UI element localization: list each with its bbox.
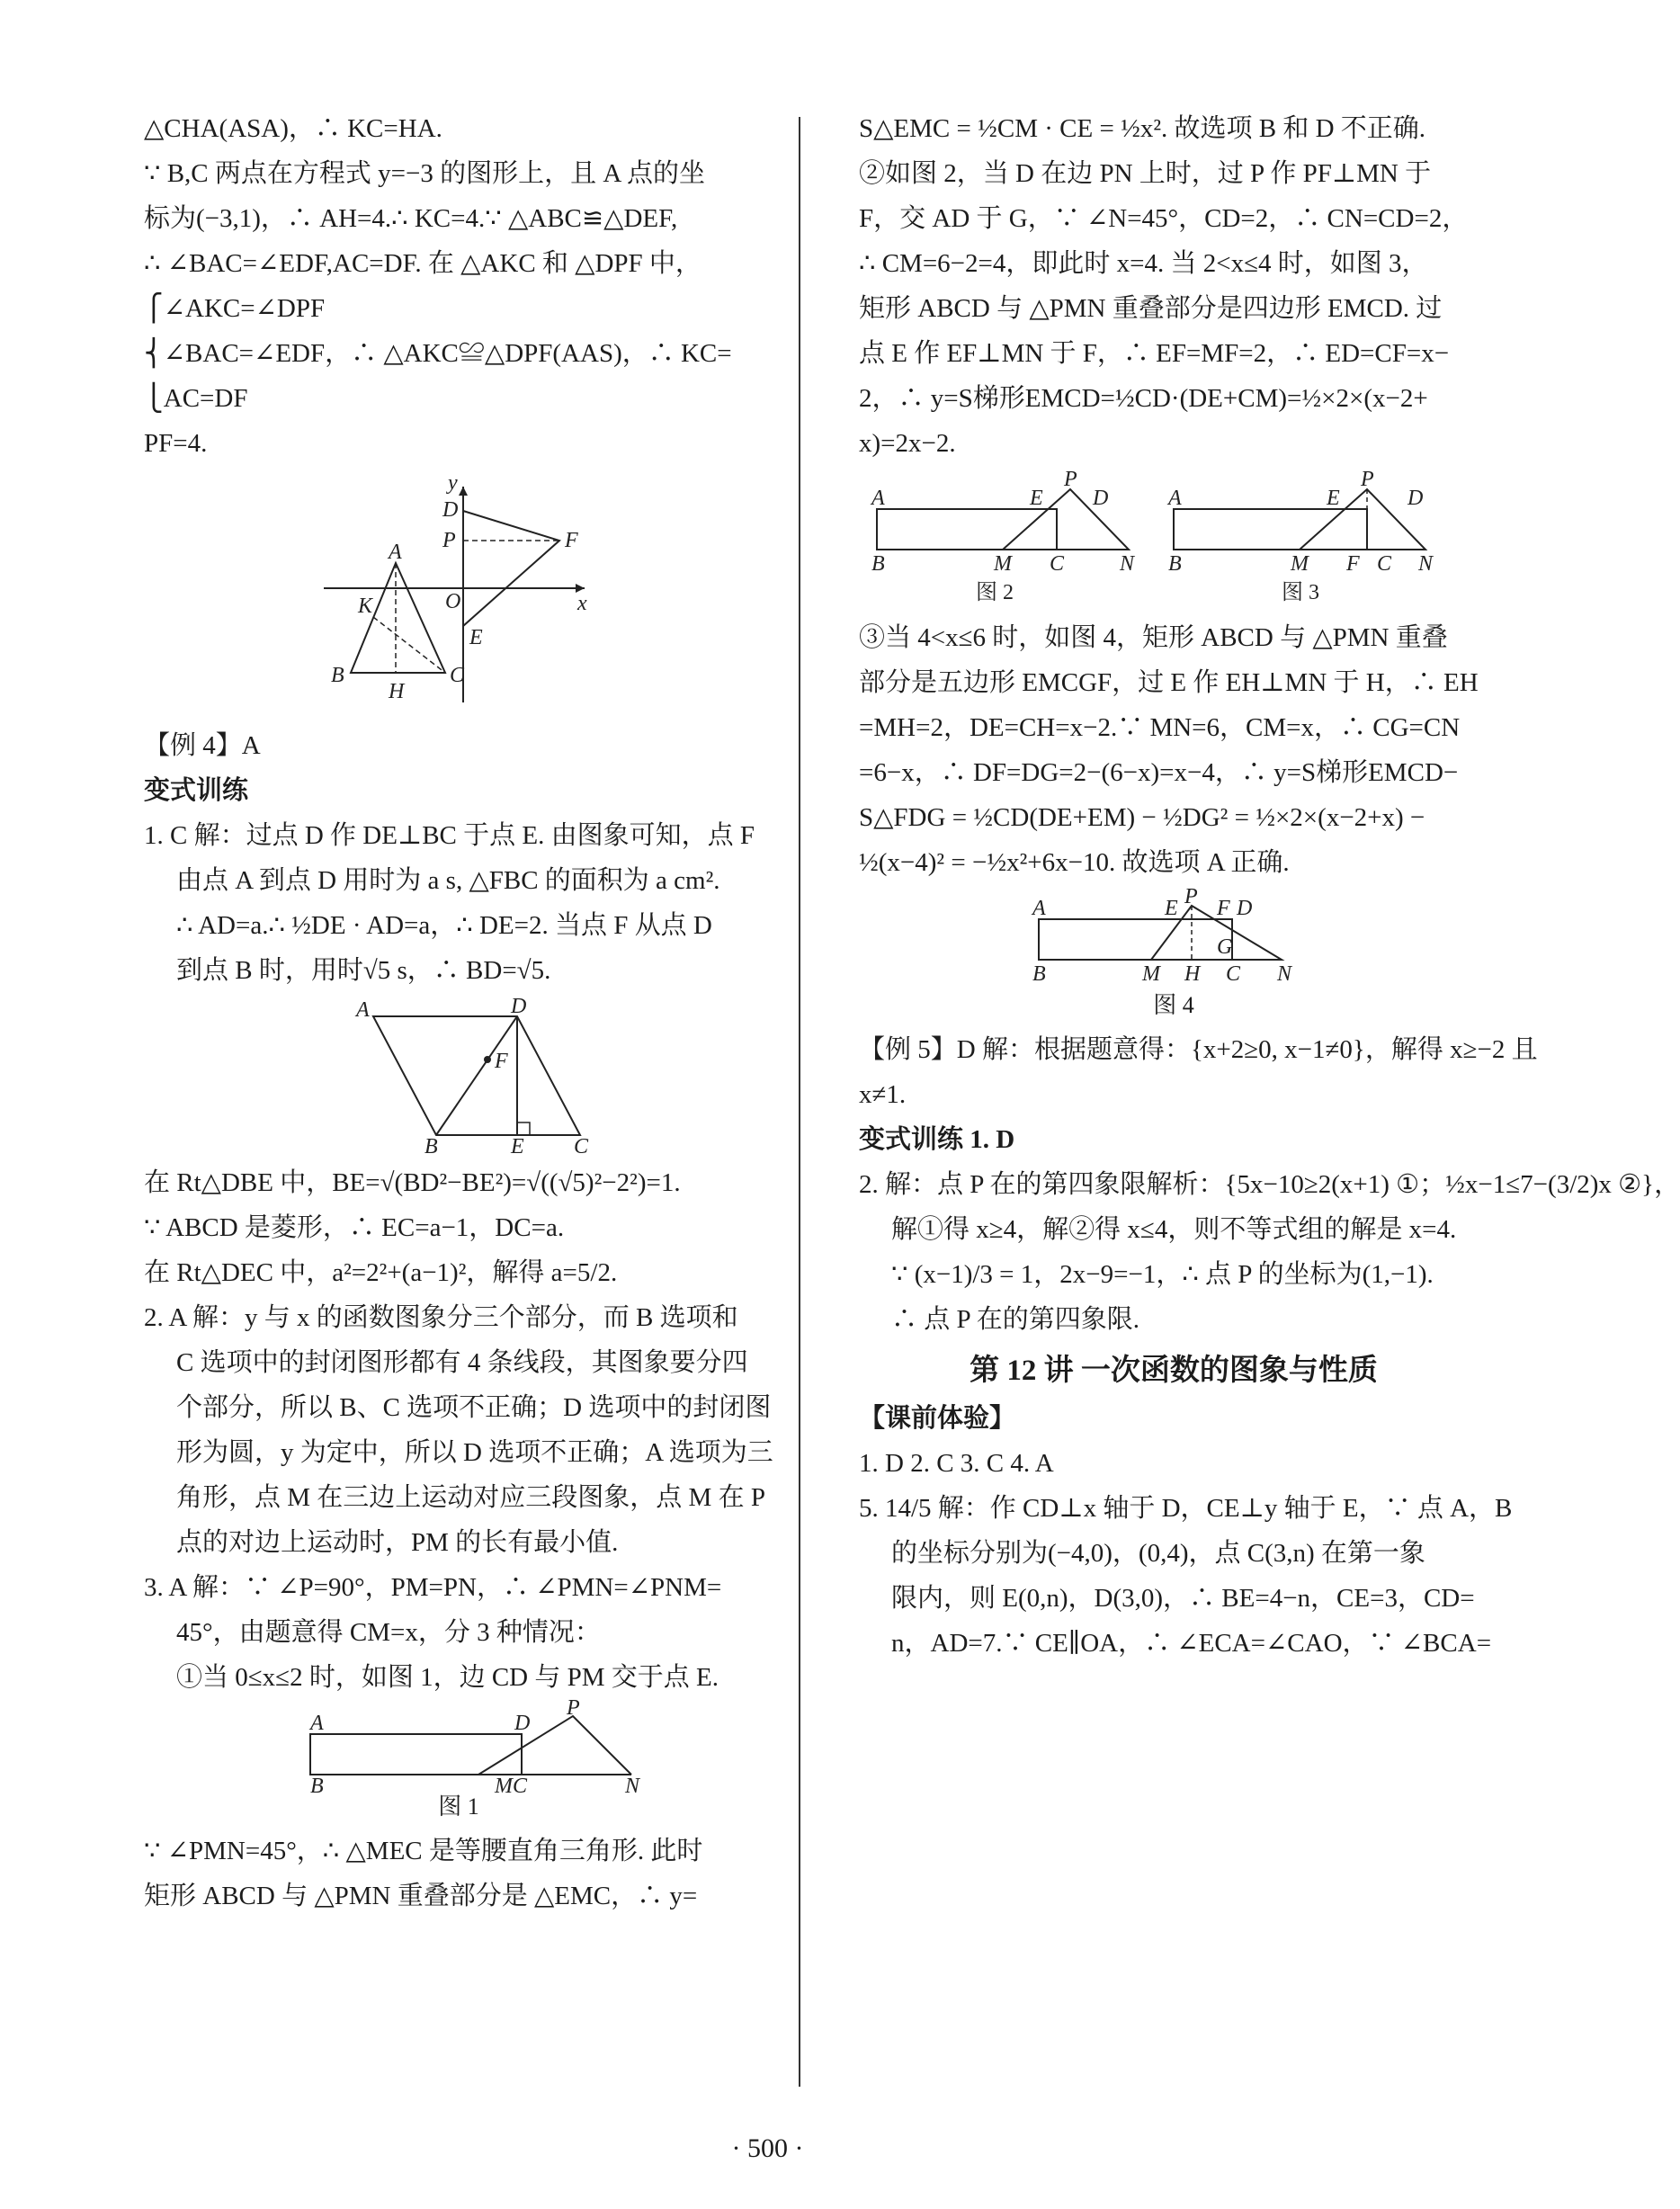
fig2-label-N: N <box>1120 552 1135 576</box>
label-F: F <box>495 1050 508 1073</box>
fig2-label-P: P <box>1064 468 1077 491</box>
q1-line: ∴ AD=a.∴ ½DE · AD=a，∴ DE=2. 当点 F 从点 D <box>176 911 712 940</box>
brace-line: ⎧∠AKC=∠DPF <box>144 294 326 323</box>
label-x: x <box>577 592 587 615</box>
figure-2-caption: 图 2 <box>976 581 1014 604</box>
label-H: H <box>389 680 405 703</box>
text-line: S△EMC = ½CM · CE = ½x². 故选项 B 和 D 不正确. <box>859 114 1426 143</box>
label-B: B <box>310 1775 324 1798</box>
fig4-label-P: P <box>1184 885 1198 908</box>
figures-2-3 <box>859 468 1488 608</box>
label-N: N <box>625 1775 640 1798</box>
fig4-label-D: D <box>1237 897 1253 920</box>
brace-line: ⎩AC=DF <box>144 384 248 413</box>
fig4-label-C: C <box>1226 962 1241 986</box>
q5-line: 的坐标分别为(−4,0)，(0,4)，点 C(3,n) 在第一象 <box>891 1539 1425 1568</box>
text-line: 2，∴ y=S梯形EMCD=½CD·(DE+CM)=½×2×(x−2+ <box>859 384 1428 413</box>
example-5-line: x≠1. <box>859 1080 907 1109</box>
text-line: x)=2x−2. <box>859 429 956 458</box>
q1-line: 在 Rt△DBE 中，BE=√(BD²−BE²)=√((√5)²−2²)=1. <box>144 1168 681 1197</box>
figure-1-caption: 图 1 <box>438 1793 479 1820</box>
fig2-label-D: D <box>1093 487 1109 510</box>
q1-line: 1. C 解：过点 D 作 DE⊥BC 于点 E. 由图象可知，点 F <box>144 821 755 850</box>
label-K: K <box>358 595 373 618</box>
fig3-label-C: C <box>1377 552 1392 576</box>
q2-line: 点的对边上运动时，PM 的长有最小值. <box>176 1528 619 1557</box>
label-C: C <box>574 1135 589 1158</box>
rhombus-figure <box>144 995 773 1158</box>
answers-line: 1. D 2. C 3. C 4. A <box>859 1449 1054 1478</box>
q2-line: 形为圆，y 为定中，所以 D 选项不正确；A 选项为三 <box>176 1438 773 1467</box>
lecture-title: 第 12 讲 一次函数的图象与性质 <box>970 1355 1378 1387</box>
label-D: D <box>511 995 527 1018</box>
fig4-label-E: E <box>1165 897 1178 920</box>
q2-line: ∴ 点 P 在的第四象限. <box>891 1305 1140 1334</box>
variant-heading: 变式训练 <box>144 776 249 805</box>
label-B: B <box>331 664 344 687</box>
text-line: PF=4. <box>144 429 208 458</box>
q3-line: ∵ ∠PMN=45°，∴ △MEC 是等腰直角三角形. 此时 <box>144 1837 703 1865</box>
label-P: P <box>567 1696 580 1720</box>
q5-line: 5. 14/5 解：作 CD⊥x 轴于 D，CE⊥y 轴于 E，∵ 点 A，B <box>859 1494 1513 1523</box>
q3-line: ①当 0≤x≤2 时，如图 1，边 CD 与 PM 交于点 E. <box>176 1663 719 1692</box>
q3-line: 矩形 ABCD 与 △PMN 重叠部分是 △EMC，∴ y= <box>144 1882 698 1910</box>
q3-line: 45°，由题意得 CM=x，分 3 种情况： <box>176 1618 601 1647</box>
text-line: 部分是五边形 EMCGF，过 E 作 EH⊥MN 于 H，∴ EH <box>859 668 1479 697</box>
column-divider <box>799 117 800 2087</box>
label-A: A <box>356 998 370 1022</box>
text-line: △CHA(ASA)，∴ KC=HA. <box>144 114 442 143</box>
fig2-label-E: E <box>1030 487 1043 510</box>
text-line: 矩形 ABCD 与 △PMN 重叠部分是四边形 EMCD. 过 <box>859 294 1443 323</box>
fig3-label-N: N <box>1418 552 1434 576</box>
q1-line: 到点 B 时，用时√5 s，∴ BD=√5. <box>176 956 551 985</box>
fig3-label-E: E <box>1327 487 1340 510</box>
q5-line: 限内，则 E(0,n)，D(3,0)，∴ BE=4−n，CE=3，CD= <box>891 1584 1475 1613</box>
fig4-label-B: B <box>1032 962 1046 986</box>
variant-line: 变式训练 1. D <box>859 1125 1015 1154</box>
q2-line: C 选项中的封闭图形都有 4 条线段，其图象要分四 <box>176 1348 748 1377</box>
fig4-label-F: F <box>1217 897 1230 920</box>
fig2-label-B: B <box>871 552 885 576</box>
fig2-label-C: C <box>1050 552 1065 576</box>
label-F: F <box>565 529 578 552</box>
label-A: A <box>389 541 402 564</box>
q2-line: 2. A 解：y 与 x 的函数图象分三个部分，而 B 选项和 <box>144 1303 738 1332</box>
label-A: A <box>310 1712 324 1735</box>
label-D: D <box>442 498 459 522</box>
example-4: 【例 4】A <box>144 731 261 760</box>
fig2-label-M: M <box>994 552 1012 576</box>
figure-4-caption: 图 4 <box>1153 992 1194 1018</box>
q2-line: 个部分，所以 B、C 选项不正确；D 选项中的封闭图 <box>176 1393 772 1422</box>
brace-line: ⎨∠BAC=∠EDF，∴ △AKC≌△DPF(AAS)，∴ KC= <box>144 339 732 368</box>
label-D: D <box>514 1712 531 1735</box>
figure-3-caption: 图 3 <box>1282 581 1319 604</box>
text-line: ∴ CM=6−2=4，即此时 x=4. 当 2<x≤4 时，如图 3， <box>859 249 1428 278</box>
text-line: S△FDG = ½CD(DE+EM) − ½DG² = ½×2×(x−2+x) − <box>859 803 1425 832</box>
text-line: 点 E 作 EF⊥MN 于 F，∴ EF=MF=2，∴ ED=CF=x− <box>859 339 1450 368</box>
fig4-label-M: M <box>1142 962 1160 986</box>
label-y: y <box>448 471 458 495</box>
fig3-label-B: B <box>1168 552 1182 576</box>
text-line: =6−x，∴ DF=DG=2−(6−x)=x−4，∴ y=S梯形EMCD− <box>859 758 1459 787</box>
label-MC: MC <box>495 1775 527 1798</box>
fig4-label-N: N <box>1277 962 1292 986</box>
label-B: B <box>424 1135 438 1158</box>
fig3-label-M: M <box>1291 552 1309 576</box>
text-line: =MH=2，DE=CH=x−2.∵ MN=6，CM=x，∴ CG=CN <box>859 713 1461 742</box>
right-column <box>859 106 1680 1666</box>
q1-line: 由点 A 到点 D 用时为 a s, △FBC 的面积为 a cm². <box>176 866 720 895</box>
text-line: ½(x−4)² = −½x²+6x−10. 故选项 A 正确. <box>859 848 1290 877</box>
q1-line: ∵ ABCD 是菱形，∴ EC=a−1，DC=a. <box>144 1213 565 1242</box>
q2-line: ∵ (x−1)/3 = 1，2x−9=−1，∴ 点 P 的坐标为(1,−1). <box>891 1260 1434 1289</box>
text-line: ③当 4<x≤6 时，如图 4，矩形 ABCD 与 △PMN 重叠 <box>859 623 1448 652</box>
page-number: · 500 · <box>731 2133 804 2163</box>
q3-line: 3. A 解：∵ ∠P=90°，PM=PN，∴ ∠PMN=∠PNM= <box>144 1573 722 1602</box>
label-E: E <box>469 626 483 649</box>
figure-1 <box>144 1696 773 1821</box>
pre-class-heading: 【课前体验】 <box>859 1404 1016 1433</box>
fig3-label-D: D <box>1407 487 1424 510</box>
fig4-label-A: A <box>1032 897 1046 920</box>
left-column <box>144 106 773 1918</box>
label-O: O <box>445 590 461 613</box>
fig3-label-A: A <box>1168 487 1182 510</box>
text-line: F，交 AD 于 G，∵ ∠N=45°，CD=2，∴ CN=CD=2， <box>859 204 1469 233</box>
text-line: 标为(−3,1)，∴ AH=4.∴ KC=4.∵ △ABC≌△DEF, <box>144 204 678 233</box>
q2-line: 解①得 x≥4，解②得 x≤4，则不等式组的解是 x=4. <box>891 1215 1457 1244</box>
fig3-label-F: F <box>1346 552 1360 576</box>
label-P: P <box>442 529 456 552</box>
label-C: C <box>450 664 465 687</box>
fig4-label-H: H <box>1184 962 1201 986</box>
fig4-label-G: G <box>1217 935 1233 959</box>
fig3-label-P: P <box>1361 468 1374 491</box>
text-line: ②如图 2，当 D 在边 PN 上时，过 P 作 PF⊥MN 于 <box>859 159 1432 188</box>
q2-line: 2. 解：点 P 在的第四象限解析：{5x−10≥2(x+1) ①；½x−1≤7−(3/2)x ②}， <box>859 1170 1680 1199</box>
coordinate-figure <box>144 473 773 716</box>
q2-line: 角形，点 M 在三边上运动对应三段图象，点 M 在 P <box>176 1483 765 1512</box>
label-E: E <box>511 1135 524 1158</box>
q5-line: n，AD=7.∵ CE∥OA，∴ ∠ECA=∠CAO，∵ ∠BCA= <box>891 1629 1492 1658</box>
fig2-label-A: A <box>871 487 885 510</box>
figure-4 <box>859 885 1488 1020</box>
text-line: ∴ ∠BAC=∠EDF,AC=DF. 在 △AKC 和 △DPF 中， <box>144 249 701 278</box>
example-5-line: 【例 5】D 解：根据题意得：{x+2≥0, x−1≠0}，解得 x≥−2 且 <box>859 1035 1538 1064</box>
text-line: ∵ B,C 两点在方程式 y=−3 的图形上，且 A 点的坐 <box>144 159 705 188</box>
q1-line: 在 Rt△DEC 中，a²=2²+(a−1)²，解得 a=5/2. <box>144 1258 618 1287</box>
